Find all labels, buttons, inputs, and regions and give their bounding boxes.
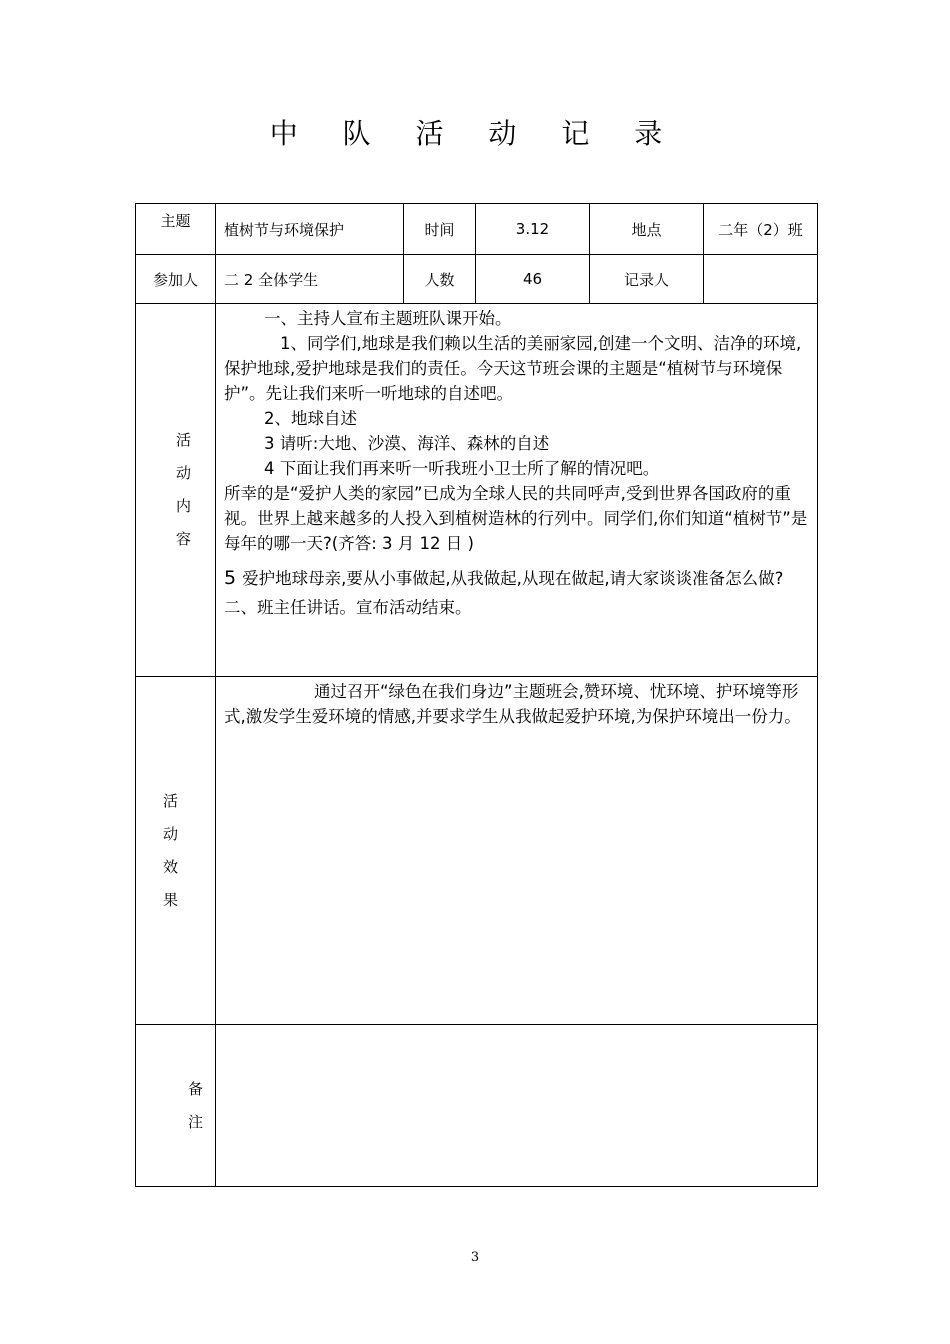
content-paragraph: 一、主持人宣布主题班队课开始。 xyxy=(264,309,512,328)
notes-body xyxy=(216,1025,818,1187)
table-row-effect xyxy=(136,677,818,1025)
topic-label: 主题 xyxy=(136,204,216,255)
content-label-char: 内 xyxy=(175,497,191,515)
effect-label-char: 果 xyxy=(162,890,178,909)
count-label: 人数 xyxy=(404,255,476,304)
content-paragraph: 1、同学们,地球是我们赖以生活的美丽家园,创建一个文明、洁净的环境,保护地球,爱护地球是我们的责任。今天这节班会课的主题是“植树节与环境保护”。先让我们来听一听地球的自述吧。 xyxy=(224,334,802,403)
notes-label-char: 注 xyxy=(187,1112,203,1131)
notes-label xyxy=(136,1025,216,1187)
effect-label-char: 效 xyxy=(162,857,178,876)
content-body xyxy=(216,304,818,677)
content-paragraph: 3 请听:大地、沙漠、海洋、森林的自述 xyxy=(264,434,550,453)
effect-label-char: 活 xyxy=(162,791,178,810)
content-paragraph: 4 下面让我们再来听一听我班小卫士所了解的情况吧。 xyxy=(264,459,660,478)
content-paragraph: 2、地球自述 xyxy=(264,409,357,428)
time-label: 时间 xyxy=(404,204,476,255)
effect-paragraph: 通过召开“绿色在我们身边”主题班会,赞环境、忧环境、护环境等形式,激发学生爱环境的情感,并要求学生从我做起爱护环境,为保护环境出一份力。 xyxy=(224,682,801,726)
activity-record-table xyxy=(135,203,818,1187)
topic-value: 植树节与环境保护 xyxy=(216,204,404,255)
content-paragraph: 二、班主任讲话。宣布活动结束。 xyxy=(224,598,472,617)
participants-value: 二 2 全体学生 xyxy=(216,255,404,304)
place-value: 二年（2）班 xyxy=(704,204,818,255)
document-title: 中 队 活 动 记 录 xyxy=(269,117,681,150)
effect-body xyxy=(216,677,818,1025)
table-row-notes xyxy=(136,1025,818,1187)
item-number: 5 xyxy=(224,567,237,589)
content-label xyxy=(136,304,216,677)
content-label-char: 动 xyxy=(175,464,191,482)
effect-label xyxy=(136,677,216,1025)
participants-label: 参加人 xyxy=(136,255,216,304)
recorder-label: 记录人 xyxy=(590,255,704,304)
item-text: 爱护地球母亲,要从小事做起,从我做起,从现在做起,请大家谈谈准备怎么做? xyxy=(242,569,784,588)
content-label-char: 容 xyxy=(175,530,191,548)
place-label: 地点 xyxy=(590,204,704,255)
count-value: 46 xyxy=(476,255,590,304)
table-row-participants xyxy=(136,255,818,304)
content-paragraph: 所幸的是“爱护人类的家园”已成为全球人民的共同呼声,受到世界各国政府的重视。世界上越来越多的人投入到植树造林的行列中。同学们,你们知道“植树节”是每年的哪一天?(齐答: 3 月 12 日 ) xyxy=(224,484,808,553)
table-row-content xyxy=(136,304,818,677)
table-row-topic xyxy=(136,204,818,255)
time-value: 3.12 xyxy=(476,204,590,255)
page-number: 3 xyxy=(470,1250,480,1265)
content-label-char: 活 xyxy=(175,431,191,449)
recorder-value xyxy=(704,255,818,304)
content-paragraph xyxy=(224,562,809,595)
notes-label-char: 备 xyxy=(187,1079,203,1098)
effect-label-char: 动 xyxy=(162,824,178,843)
